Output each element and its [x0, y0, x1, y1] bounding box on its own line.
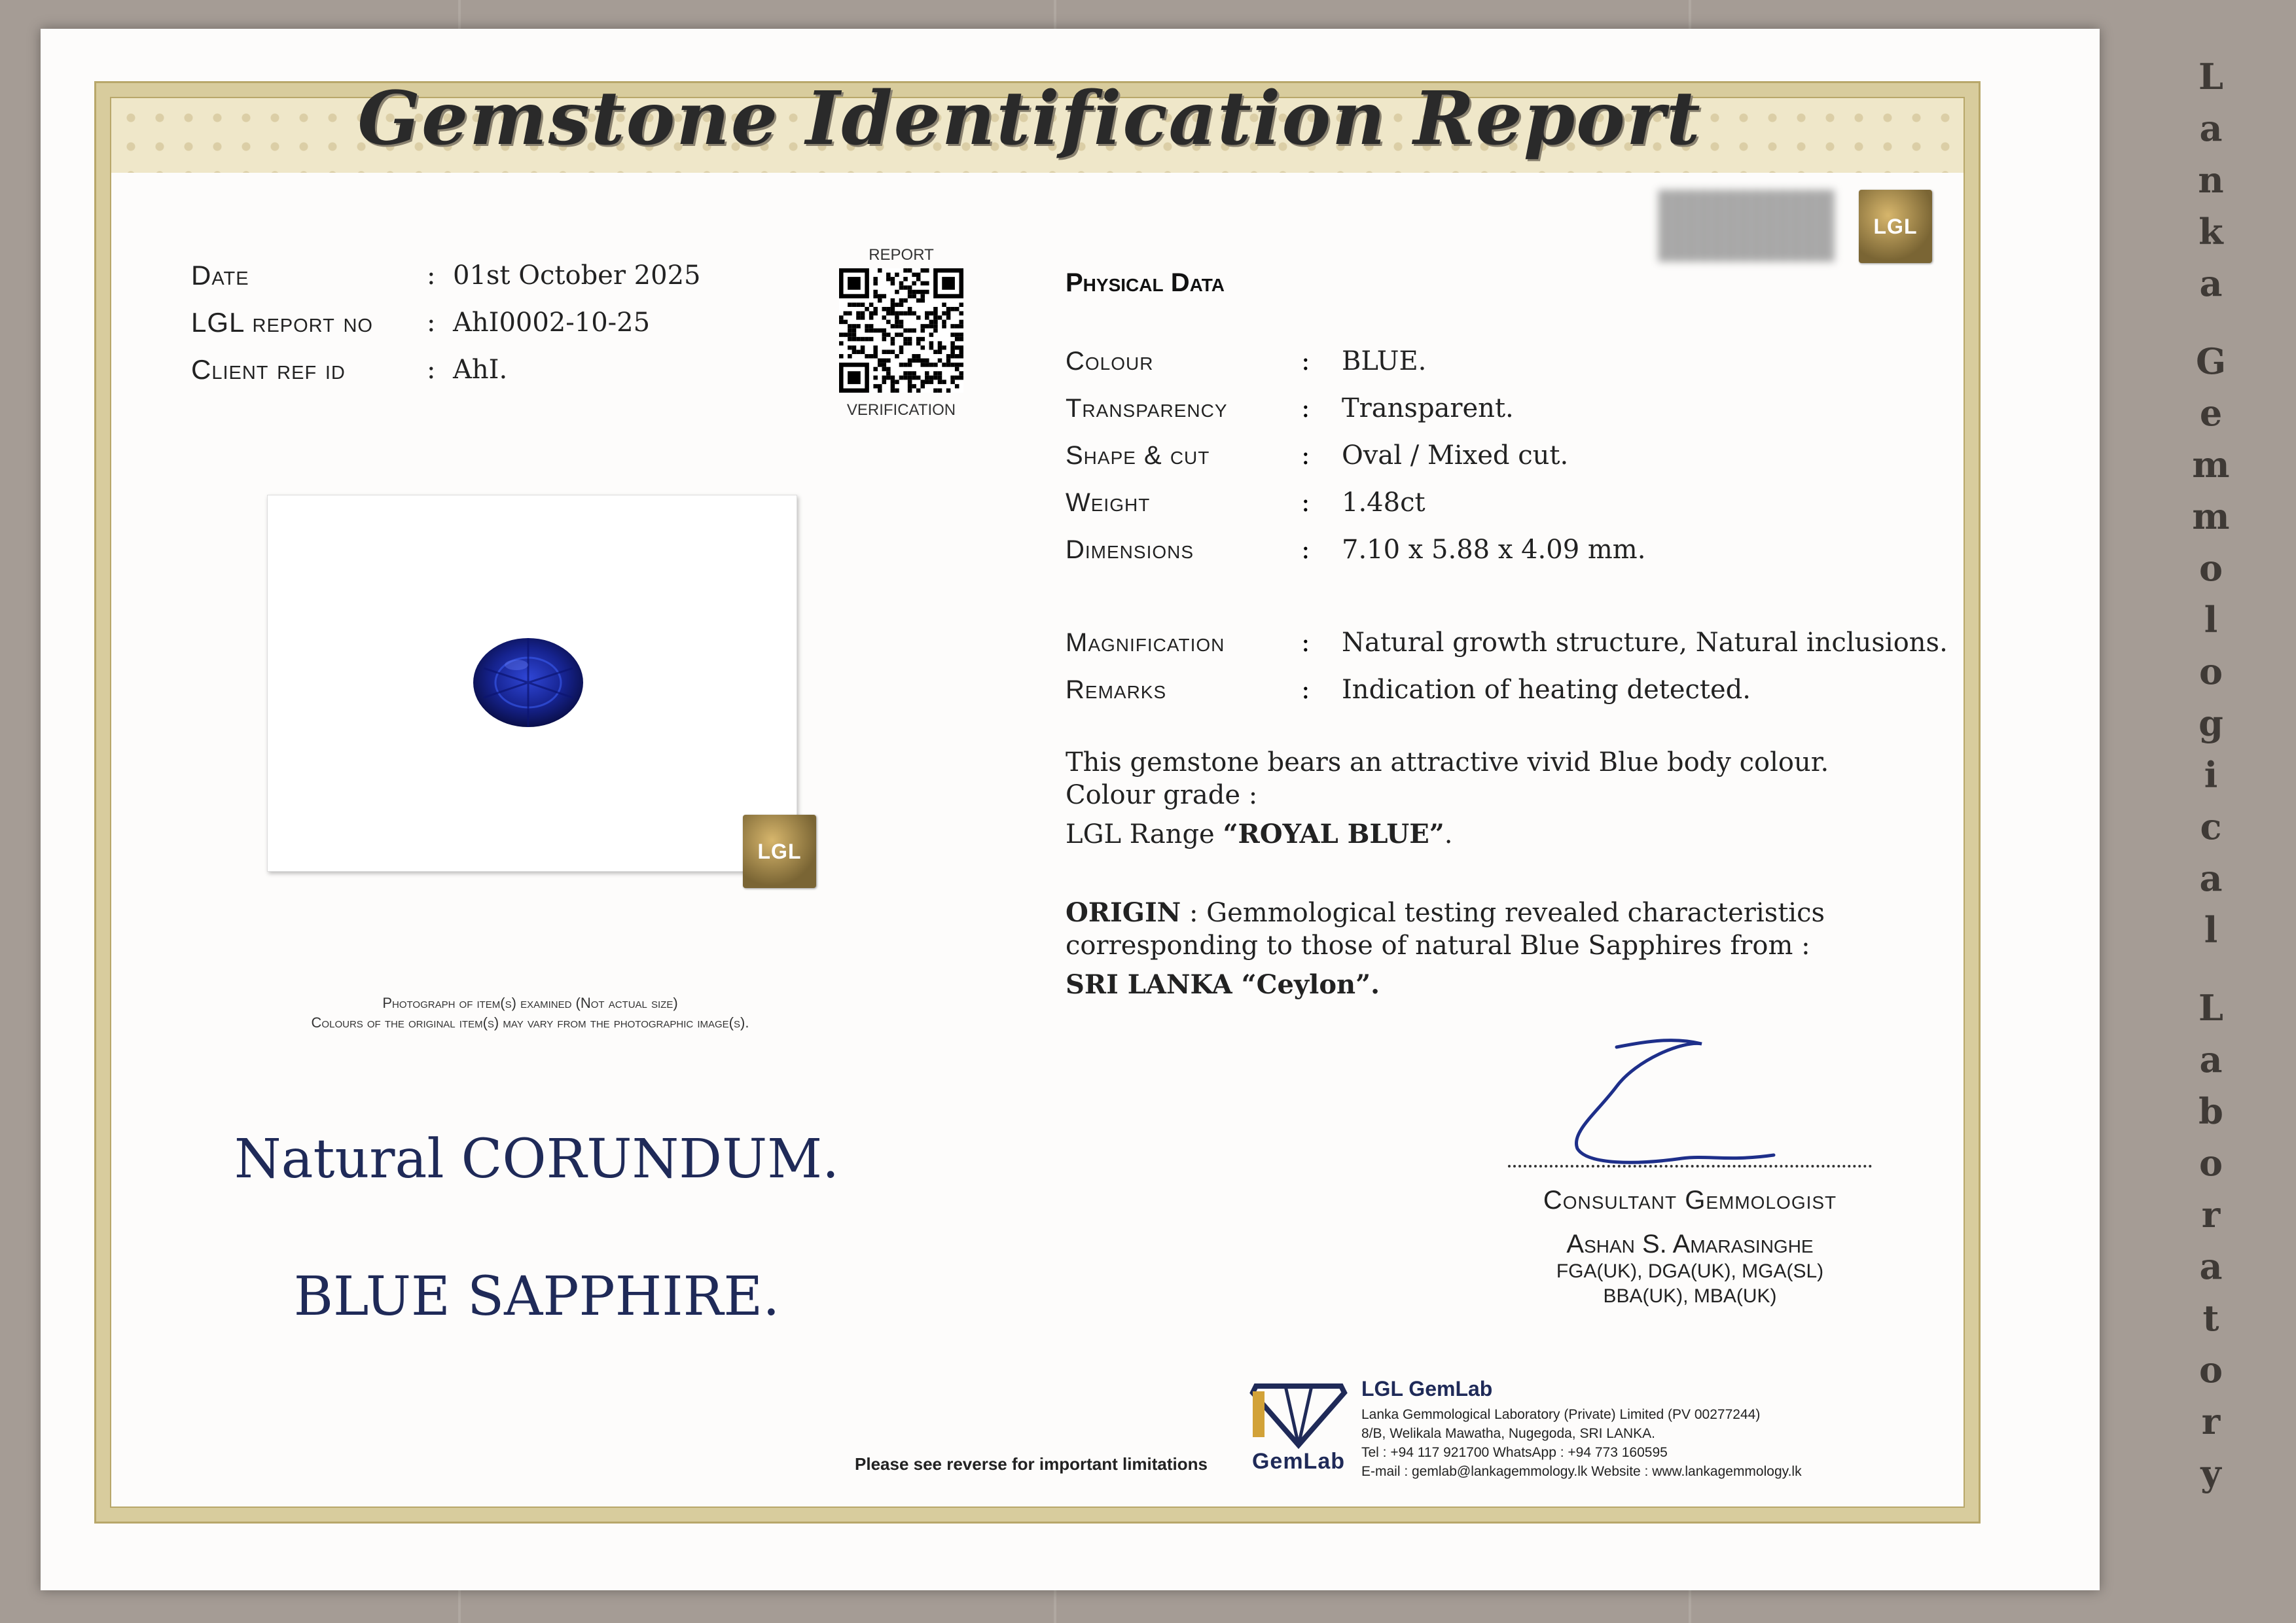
side-letter: a [2199, 262, 2223, 304]
phys-label: Remarks [1066, 675, 1167, 704]
physical-data-title: Physical Data [1066, 268, 1225, 297]
caption-line: Photograph of item(s) examined (Not actual size) [382, 995, 678, 1011]
phys-label: Transparency [1066, 393, 1228, 423]
phys-label: Magnification [1066, 628, 1225, 657]
blurred-serial [1659, 190, 1835, 262]
colon: : [1301, 535, 1310, 565]
phys-value: Indication of heating detected. [1342, 675, 1751, 705]
signatory [1501, 1186, 1878, 1309]
physical-data-table [1066, 338, 1645, 573]
origin-line: corresponding to those of natural Blue Sapphires from : [1066, 931, 1810, 961]
origin-label: ORIGIN [1066, 897, 1181, 928]
report-title: Gemstone Identification Report [357, 76, 1702, 162]
signature-line [1508, 1165, 1872, 1168]
desc-line: Colour grade : [1066, 780, 1258, 810]
phys-value: Transparent. [1342, 393, 1514, 423]
colon: : [427, 308, 436, 338]
qr-top-label: REPORT [869, 246, 934, 264]
company-phone: Tel : +94 117 921700 WhatsApp : +94 773 160595 [1361, 1445, 1668, 1460]
phys-value: BLUE. [1342, 346, 1427, 376]
lgl-hologram-seal: LGL [743, 815, 816, 888]
company-address: 8/B, Welikala Mawatha, Nugegoda, SRI LANKA. [1361, 1426, 1656, 1441]
side-letter: G [2195, 340, 2227, 382]
side-letter: a [2199, 1039, 2223, 1080]
side-letter: e [2199, 392, 2223, 434]
qr-code-icon[interactable] [839, 268, 963, 393]
signatory-qualifications: BBA(UK), MBA(UK) [1603, 1285, 1777, 1307]
gem-species: Natural CORUNDUM. [234, 1128, 840, 1190]
colon: : [1301, 628, 1310, 658]
info-row-report-no [191, 299, 700, 346]
side-letter: n [2198, 159, 2224, 201]
side-letter: b [2198, 1090, 2223, 1132]
phys-label: Shape & cut [1066, 440, 1210, 470]
side-letter: l [2204, 909, 2218, 951]
phys-row [1066, 385, 1645, 432]
phys-value: Oval / Mixed cut. [1342, 440, 1569, 471]
gem-photo-frame [267, 495, 802, 872]
info-value: 01st October 2025 [453, 260, 701, 291]
phys-value: 7.10 x 5.88 x 4.09 mm. [1342, 535, 1646, 565]
side-letter: a [2199, 857, 2223, 899]
phys-label: Dimensions [1066, 535, 1194, 564]
photo-caption [196, 993, 864, 1033]
phys-row [1066, 666, 1948, 713]
side-letter: l [2204, 599, 2218, 641]
side-letter: a [2199, 1245, 2223, 1287]
side-letter: a [2199, 107, 2223, 149]
grade-prefix: LGL Range [1066, 819, 1223, 849]
qr-verification[interactable] [839, 246, 963, 419]
phys-row [1066, 338, 1645, 385]
side-letter: o [2198, 1142, 2223, 1184]
colour-description [1066, 746, 1916, 851]
info-row-date [191, 252, 700, 299]
side-letter: t [2202, 1297, 2219, 1339]
info-label: Date [191, 260, 249, 291]
side-letter: k [2198, 211, 2223, 253]
side-letter: o [2198, 1349, 2223, 1391]
colon: : [427, 355, 436, 385]
side-letter: r [2201, 1400, 2221, 1442]
side-letter: L [2198, 987, 2223, 1029]
info-value: AhI0002-10-25 [453, 308, 651, 338]
grade-suffix: . [1444, 819, 1453, 849]
colon: : [1301, 488, 1310, 518]
side-letter: m [2192, 495, 2230, 537]
side-letter: y [2200, 1452, 2221, 1494]
handwritten-signature [1558, 1034, 1820, 1185]
info-value: AhI. [453, 355, 508, 385]
qr-bottom-label: VERIFICATION [846, 401, 956, 419]
info-label: LGL report no [191, 307, 373, 338]
gemlab-logo-icon [1246, 1373, 1351, 1452]
phys-label: Weight [1066, 488, 1151, 517]
phys-value: Natural growth structure, Natural inclusions. [1342, 628, 1948, 658]
info-row-client-ref [191, 346, 700, 393]
side-letter: c [2200, 806, 2222, 847]
phys-value: 1.48ct [1342, 488, 1426, 518]
colour-grade [1066, 818, 1916, 851]
side-letter: i [2204, 754, 2218, 796]
colon: : [1301, 440, 1310, 471]
phys-row [1066, 432, 1645, 479]
grade-value: “ROYAL BLUE” [1223, 819, 1444, 849]
origin-text: : Gemmological testing revealed characteristics [1181, 898, 1825, 928]
side-letter: r [2201, 1194, 2221, 1236]
phys-row [1066, 479, 1645, 526]
colon: : [1301, 393, 1310, 423]
limitations-note: Please see reverse for important limitations [855, 1454, 1208, 1474]
phys-row [1066, 526, 1645, 573]
observation-table [1066, 619, 1948, 713]
origin-line [1066, 897, 1916, 929]
side-letter: o [2198, 547, 2223, 589]
company-line: Lanka Gemmological Laboratory (Private) Limited (PV 00277244) [1361, 1407, 1761, 1422]
signatory-name: Ashan S. Amarasinghe [1566, 1230, 1814, 1258]
info-label: Client ref id [191, 354, 346, 385]
gemlab-logo-word: GemLab [1251, 1449, 1346, 1474]
origin-country: SRI LANKA “Ceylon”. [1066, 969, 1380, 1000]
colon: : [1301, 346, 1310, 376]
origin-statement [1066, 897, 1916, 1001]
side-letter: m [2192, 444, 2230, 486]
report-info [191, 252, 700, 393]
side-vertical-text [2172, 51, 2250, 1499]
gem-variety: BLUE SAPPHIRE. [293, 1266, 780, 1328]
phys-label: Colour [1066, 346, 1154, 376]
side-letter: o [2198, 651, 2223, 692]
company-contact: E-mail : gemlab@lankagemmology.lk Website : www.lankagemmology.lk [1361, 1464, 1802, 1479]
company-info [1361, 1377, 1802, 1481]
signatory-role: Consultant Gemmologist [1543, 1186, 1837, 1215]
lgl-hologram-seal: LGL [1859, 190, 1932, 263]
company-name: LGL GemLab [1361, 1377, 1493, 1400]
caption-line: Colours of the original item(s) may vary from the photographic image(s). [311, 1014, 749, 1031]
signatory-qualifications: FGA(UK), DGA(UK), MGA(SL) [1556, 1260, 1824, 1282]
side-letter: L [2198, 56, 2223, 98]
phys-row [1066, 619, 1948, 666]
colon: : [1301, 675, 1310, 705]
side-letter: g [2198, 702, 2223, 744]
desc-line: This gemstone bears an attractive vivid Blue body colour. [1066, 747, 1829, 777]
sapphire-gem-image [471, 635, 586, 734]
colon: : [427, 260, 436, 291]
